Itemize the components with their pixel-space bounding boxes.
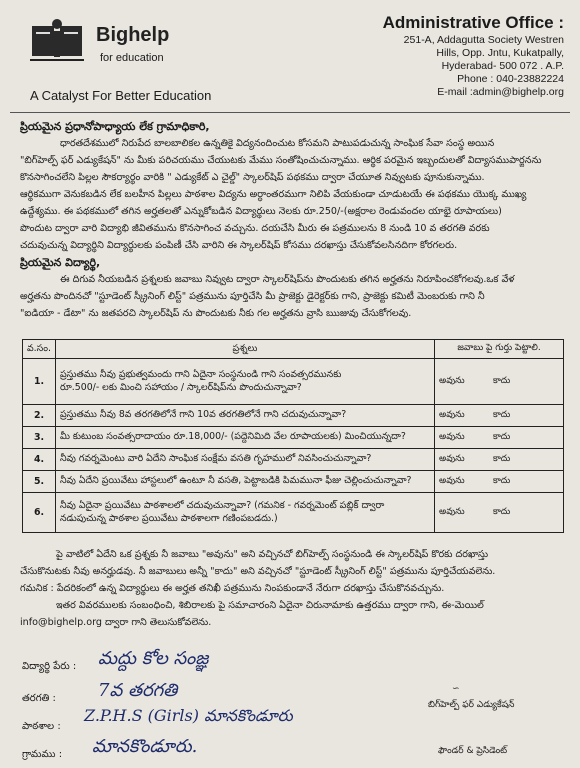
school-label: పాఠశాల : bbox=[22, 721, 61, 732]
question-text: ప్రస్తుతము నీవు 8వ తరగతిలోనే గాని 10వ తరగతిలోనే గాని చదువుచున్నావా? bbox=[55, 405, 434, 427]
question-cell bbox=[55, 493, 434, 533]
answer-no[interactable]: కాదు bbox=[493, 431, 511, 442]
village-value[interactable]: మానకొండూరు. bbox=[92, 736, 198, 757]
letter-line: ఆర్థికముగా వెనుకబడిన లేక బలహీన పిల్లలు పాఠశాల విద్యను అర్ధాంతరముగా నిలిపి వేయకుండా చూడుటయే ఈ పథకము యొక్క ముఖ్య bbox=[20, 189, 527, 200]
instruction-line: పై వాటిలో ఏదేని ఒక ప్రశ్నకు నీ జవాబు "అవును" అని వచ్చినచో బిగ్‌హెల్ప్ సంస్థనుండి ఈ స్కాలర్‌షిప్ కొరకు దరఖాస్తు bbox=[56, 549, 489, 560]
eligibility-table bbox=[22, 339, 564, 533]
office-line: Hills, Opp. Jntu, Kukatpally, bbox=[436, 47, 564, 59]
salutation-headmaster: ప్రియమైన ప్రధానోపాధ్యాయ లేక గ్రామాధికారి, bbox=[20, 120, 210, 133]
answer-yes[interactable]: అవును bbox=[439, 475, 465, 486]
office-phone: Phone : 040-23882224 bbox=[457, 73, 564, 85]
answer-cell bbox=[435, 359, 564, 405]
office-email: E-mail :admin@bighelp.org bbox=[437, 86, 564, 98]
question-text: నీవు ఏదేని ప్రయివేటు హాస్టలులో ఉంటూ నీ వసతి, పెట్టాబడికి పిమమునా ఫీజు చెల్లించుచున్నావా? bbox=[55, 471, 434, 493]
class-value[interactable]: 7వ తరగతి bbox=[98, 680, 178, 701]
office-title: Administrative Office : bbox=[382, 13, 564, 32]
instructions bbox=[20, 546, 570, 631]
answer-yes[interactable]: అవును bbox=[439, 375, 465, 386]
answer-no[interactable]: కాదు bbox=[493, 409, 511, 420]
instruction-note: గమనిక : పేదరికంలో ఉన్న విద్యార్థులు ఈ అర్హత తనిఖీ పత్రమును నింపకుండానే నేరుగా దరఖాస్తు చేసుకొనవచ్చును. bbox=[20, 583, 445, 594]
tagline: A Catalyst For Better Education bbox=[30, 88, 212, 103]
letter-line: అర్హతను పొందినచో "స్టూడెంట్ స్క్రీనింగ్ లిస్ట్" పత్రమును పూర్తిచేసి మీ ప్రాజెక్టు డైరెక్టర్‌కు గాని, ప్రాజెక్టు కమిటీ మెంబరుకు గాని నీ bbox=[20, 291, 485, 302]
brand-name: Bighelp bbox=[96, 24, 170, 46]
office-line: Hyderabad- 500 072 . A.P. bbox=[441, 60, 564, 72]
question-cell bbox=[55, 359, 434, 405]
letter-line: ధారతదేశములో నిరుపేద బాలబాలికల ఉన్నతికై విద్యనందించుట కోసమని పాటుపడుచున్న సాంఘిక సేవా సంస్థ అయిన bbox=[60, 138, 495, 149]
letter-line: కొనసాగించలేని పిల్లల సౌకర్యార్థం వారికి " ఎడ్యుకేట్ ఎ చైల్డ్" స్కాలర్‌షిప్ పథకము ద్వారా చేయూత నివ్వుటకు పూనుకున్నాము. bbox=[20, 172, 485, 183]
letter-line: "ఐడియా - డేటా" ను జతపరచి స్కాలర్‌షిప్ ను పొందుటకు నీకు గల అర్హతను వ్రాసి ఋజువు చేసుకోగలవు. bbox=[20, 308, 412, 319]
office-address bbox=[324, 12, 564, 99]
header-divider bbox=[10, 112, 570, 113]
column-header-answer: జవాబు పై గుర్తు పెట్టాలి. bbox=[435, 340, 564, 359]
row-number: 6. bbox=[23, 493, 56, 533]
column-header-number: వ.సం. bbox=[23, 340, 56, 359]
school-value[interactable]: Z.P.H.S (Girls) మానకొండూరు bbox=[84, 706, 293, 725]
row-number: 1. bbox=[23, 359, 56, 405]
answer-cell bbox=[435, 471, 564, 493]
answer-cell bbox=[435, 427, 564, 449]
question-text: నీవు గవర్నమెంటు వారి ఏదేని సాంఘిక సంక్షేమ వసతి గృహములో నివసించుచున్నావా? bbox=[55, 449, 434, 471]
table-row bbox=[23, 427, 564, 449]
answer-cell bbox=[435, 493, 564, 533]
table-row bbox=[23, 359, 564, 405]
question-text: నడుపుచున్న పాఠశాల ప్రయివేటు పాఠశాలగా గణింపబడదు.) bbox=[59, 512, 278, 524]
student-name-value[interactable]: మద్దు కోల సంజ్ఞ bbox=[98, 648, 209, 669]
answer-no[interactable]: కాదు bbox=[493, 506, 511, 517]
signature-role: ఫౌండర్ & ప్రెసిడెంట్ bbox=[438, 746, 508, 756]
letter-line: ఉద్దేశ్యము. ఈ పథకములో తగిన అర్హతలతో ఎన్నుకోబడిన విద్యార్థులు నెలకు రూ.250/-(అక్షరాల రెండువందల యాభై రూపాయలు) bbox=[20, 206, 502, 217]
table-header-row bbox=[23, 340, 564, 359]
table-row bbox=[23, 471, 564, 493]
village-label: గ్రామము : bbox=[22, 749, 63, 760]
letter-part-1 bbox=[20, 118, 570, 322]
answer-no[interactable]: కాదు bbox=[493, 453, 511, 464]
answer-cell bbox=[435, 449, 564, 471]
table-row bbox=[23, 449, 564, 471]
brand-subtitle: for education bbox=[100, 52, 164, 64]
table-row bbox=[23, 405, 564, 427]
answer-yes[interactable]: అవును bbox=[439, 506, 465, 517]
question-text: రూ.500/- లకు మించి సహాయం / స్కాలర్‌షిప్‌ను పొందుచున్నావా? bbox=[59, 381, 302, 393]
answer-yes[interactable]: అవును bbox=[439, 409, 465, 420]
bighelp-logo-icon bbox=[28, 16, 86, 64]
instruction-line: ఇతర వివరములకు సంబంధించి, శిబిరాలకు పై సమాచారంని ఏదైనా చిరునామాకు ఉత్తరము ద్వారా గాని, ఈ-మెయిల్ bbox=[56, 600, 484, 611]
letter-line: చదువుచున్న విద్యార్థిని విద్యార్థులకు పంపిణీ చేసి వారిని ఈ స్కాలర్‌షిప్ కోసము దరఖాస్తు చేసుకోవలసినదిగా కోరగలరు. bbox=[20, 240, 458, 251]
question-text: నీవు ఏదైనా ప్రయివేటు పాఠశాలలో చదువుచున్నావా? (గమనిక - గవర్నమెంట్ పబ్లిక్ ద్వారా bbox=[59, 499, 385, 511]
class-label: తరగతి : bbox=[22, 693, 56, 704]
row-number: 4. bbox=[23, 449, 56, 471]
instruction-line: చేసుకొనుటకు నీవు అనర్హుడవు. నీ జవాబులు అన్నీ "కాదు" అని వచ్చినచో "స్టూడెంట్ స్క్రీనింగ్ లిస్ట్" పత్రమును పూర్తిచేయవలెను. bbox=[20, 566, 496, 577]
letter-line: పొందుట ద్వారా వారి విద్యాభి జీవితమును కొనసాగించ వచ్చును. దయచేసి మీరు ఈ పత్రములను 8 నుండి 10 వ తరగతి వరకు bbox=[20, 223, 490, 234]
question-text: ప్రస్తుతము నీవు ప్రభుత్వమందు గాని ఏదైనా సంస్థనుండి గాని సంవత్సరమునకు bbox=[59, 368, 342, 380]
answer-yes[interactable]: అవును bbox=[439, 453, 465, 464]
answer-yes[interactable]: అవును bbox=[439, 431, 465, 442]
signature-organisation: బిగ్‌హెల్ప్ ఫర్ ఎడ్యుకేషన్ bbox=[428, 700, 515, 710]
signature-mark: ∽ bbox=[452, 684, 460, 694]
answer-no[interactable]: కాదు bbox=[493, 375, 511, 386]
contact-email: info@bighelp.org ద్వారా గాని తెలుసుకోవలెను. bbox=[20, 617, 212, 628]
table-row bbox=[23, 493, 564, 533]
row-number: 2. bbox=[23, 405, 56, 427]
answer-cell bbox=[435, 405, 564, 427]
row-number: 5. bbox=[23, 471, 56, 493]
salutation-student: ప్రియమైన విద్యార్థి, bbox=[20, 256, 101, 269]
column-header-questions: ప్రశ్నలు bbox=[55, 340, 434, 359]
question-text: మీ కుటుంబ సంవత్సరాదాయం రూ.18,000/- (పద్దెనిమిది వేల రూపాయలకు) మించియున్నదా? bbox=[55, 427, 434, 449]
office-line: 251-A, Addagutta Society Westren bbox=[403, 34, 564, 46]
letter-line: "బిగ్‌హెల్ప్ ఫర్ ఎడ్యుకేషన్" ను మీకు పరిచయము చేయుటకు మేము సంతోషించుచున్నాము. ఆర్థిక పరమైన ఇబ్బందులతో విద్యాసముపార్జనను bbox=[20, 155, 542, 166]
answer-no[interactable]: కాదు bbox=[493, 475, 511, 486]
letter-line: ఈ దిగువ నీయబడిన ప్రశ్నలకు జవాబు నివ్వుట ద్వారా స్కాలర్‌షిప్‌ను పొందుటకు తగిన అర్హతను నిరూపించకోగలవు.ఒక వేళ bbox=[60, 274, 515, 285]
row-number: 3. bbox=[23, 427, 56, 449]
student-name-label: విద్యార్థి పేరు : bbox=[22, 661, 77, 672]
